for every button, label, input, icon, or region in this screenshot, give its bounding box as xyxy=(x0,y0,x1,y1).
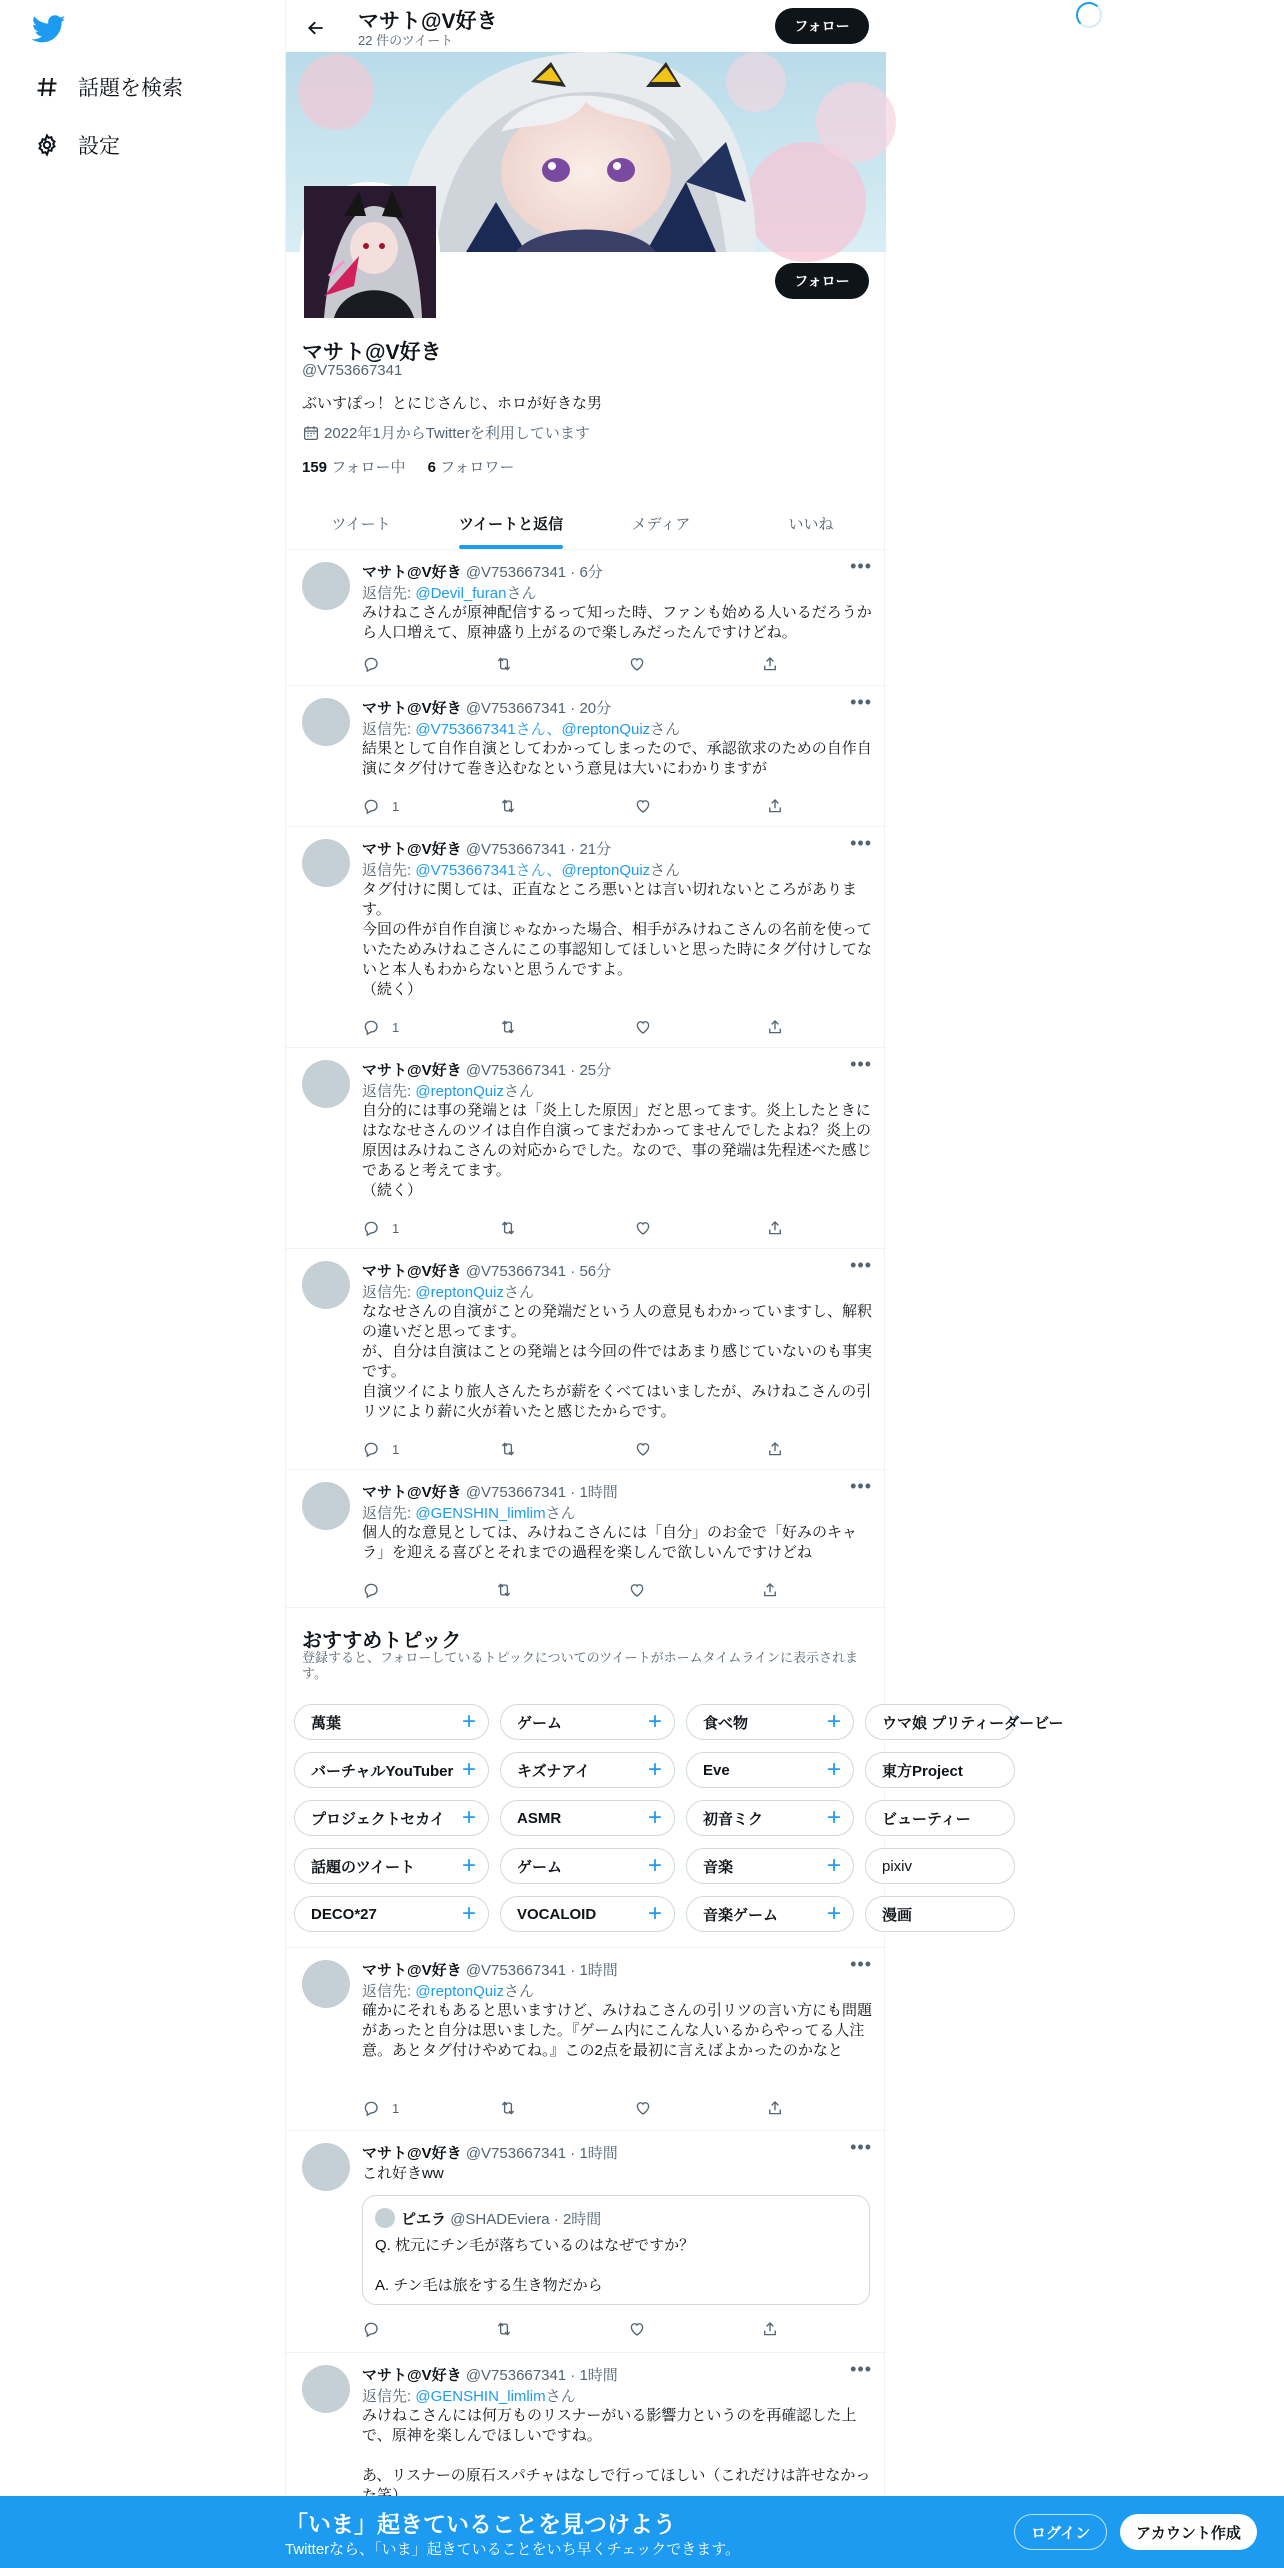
topic-chip[interactable] xyxy=(294,1704,489,1740)
avatar[interactable] xyxy=(302,1482,350,1530)
plus-icon[interactable]: + xyxy=(826,1900,841,1927)
topic-chip[interactable] xyxy=(500,1800,675,1836)
reply-icon xyxy=(362,1440,380,1458)
tweet-text: 個人的な意見としては、みけねこさんには「自分」のお金で「好みのキャラ」を迎える喜びとそれまでの過程を楽しんで欲しいんですけどね xyxy=(362,1524,858,1561)
reply-count: 1 xyxy=(392,1441,400,1457)
topic-chip[interactable] xyxy=(686,1848,854,1884)
topic-label: 漫画 xyxy=(882,1906,913,1924)
tweet[interactable] xyxy=(286,2131,886,2353)
retweet-button[interactable] xyxy=(499,1439,517,1459)
share-icon xyxy=(761,1581,779,1599)
share-button[interactable] xyxy=(766,1439,784,1459)
tweet-actions xyxy=(362,796,802,816)
topic-chip[interactable] xyxy=(294,1848,489,1884)
topic-chip[interactable] xyxy=(686,1704,854,1740)
heart-icon xyxy=(634,1219,652,1237)
reply-to-link[interactable]: @V753667341さん、@reptonQuiz xyxy=(415,721,651,738)
plus-icon[interactable]: + xyxy=(826,1756,841,1783)
share-button[interactable] xyxy=(761,654,779,674)
like-button[interactable] xyxy=(634,1218,652,1238)
heart-icon xyxy=(634,2099,652,2117)
heart-icon xyxy=(628,655,646,673)
share-icon xyxy=(766,797,784,815)
tweet-author-handle[interactable]: @V753667341 xyxy=(465,1062,567,1079)
topic-chip[interactable] xyxy=(686,1752,854,1788)
heart-icon xyxy=(634,1018,652,1036)
reply-to-link[interactable]: @GENSHIN_limlim xyxy=(415,1505,546,1522)
profile-name: マサト@V好き xyxy=(302,341,442,364)
reply-button[interactable] xyxy=(362,1218,399,1238)
retweet-icon xyxy=(495,655,513,673)
header-follow-button[interactable]: フォロー xyxy=(775,8,869,44)
nav-explore-label: 話題を検索 xyxy=(78,77,183,100)
profile-header-bar xyxy=(286,0,886,52)
twitter-logo-icon[interactable] xyxy=(32,12,66,46)
reply-icon xyxy=(362,797,380,815)
tweet-actions xyxy=(362,1580,802,1600)
retweet-button[interactable] xyxy=(499,1218,517,1238)
reply-prefix: 返信先: xyxy=(362,1505,416,1522)
tweet-time[interactable]: 56分 xyxy=(579,1263,612,1280)
reply-suffix: さん xyxy=(650,862,681,879)
topic-chip[interactable] xyxy=(294,1800,489,1836)
topic-label: バーチャルYouTuber xyxy=(311,1762,454,1780)
topic-label: ゲーム xyxy=(517,1858,563,1876)
topic-chip[interactable] xyxy=(294,1896,489,1932)
tweet-actions xyxy=(362,1218,802,1238)
profile-handle: @V753667341 xyxy=(302,362,403,379)
tweet-author-handle[interactable]: @V753667341 xyxy=(465,2145,567,2162)
like-button[interactable] xyxy=(628,654,646,674)
retweet-icon xyxy=(495,1581,513,1599)
like-button[interactable] xyxy=(628,1580,646,1600)
more-options-icon[interactable]: ••• xyxy=(850,1476,872,1496)
like-button[interactable] xyxy=(634,1017,652,1037)
share-icon xyxy=(766,2099,784,2117)
reply-to-link[interactable]: @GENSHIN_limlim xyxy=(415,2388,546,2405)
reply-suffix: さん xyxy=(650,721,681,738)
more-options-icon[interactable]: ••• xyxy=(850,556,872,576)
tweet-header: マサト@V好き @V753667341 · 1時間 xyxy=(362,2367,618,2384)
heart-icon xyxy=(628,2320,646,2338)
topics-description: 登録すると、フォローしているトピックについてのツイートがホームタイムラインに表示されます。 xyxy=(302,1650,859,1681)
avatar[interactable] xyxy=(302,1060,350,1108)
tweet-text: タグ付けに関しては、正直なところ悪いとは言い切れないところがあります。 今回の件が自作自演じゃなかった場合、相手がみけねこさんの名前を使っていたためみけねこさんにこの事認知してほしいと思った時にタグ付けしてないと本人もわからないと思うんですよ。 （続く） xyxy=(362,881,873,998)
profile-tabs xyxy=(286,497,886,550)
tweet-header: マサト@V好き @V753667341 · 20分 xyxy=(362,700,612,717)
reply-to-line xyxy=(362,2385,576,2406)
more-options-icon[interactable]: ••• xyxy=(850,2359,872,2379)
topic-label: VOCALOID xyxy=(517,1905,597,1923)
topic-label: 萬葉 xyxy=(311,1714,342,1732)
reply-to-link[interactable]: @reptonQuiz xyxy=(415,1284,504,1301)
signup-prompt-subtitle: Twitterなら、「いま」起きていることをいち早くチェックできます。 xyxy=(285,2541,741,2558)
tweet-author-name[interactable]: マサト@V好き xyxy=(362,1484,462,1501)
quoted-tweet[interactable] xyxy=(362,2195,870,2305)
tweet-header: マサト@V好き @V753667341 · 56分 xyxy=(362,1263,612,1280)
avatar xyxy=(375,2208,395,2228)
hashtag-icon xyxy=(30,70,64,104)
reply-icon xyxy=(362,1018,380,1036)
reply-button[interactable] xyxy=(362,2098,399,2118)
tweet-time[interactable]: 1時間 xyxy=(579,2367,618,2384)
reply-icon xyxy=(362,2320,380,2338)
tweet-author-name[interactable]: マサト@V好き xyxy=(362,1962,462,1979)
share-icon xyxy=(761,2320,779,2338)
profile-joined-text: 2022年1月からTwitterを利用しています xyxy=(324,425,590,442)
like-button[interactable] xyxy=(634,796,652,816)
heart-icon xyxy=(628,1581,646,1599)
reply-to-line xyxy=(362,1980,534,2001)
share-button[interactable] xyxy=(761,2319,779,2339)
reply-button[interactable] xyxy=(362,1017,399,1037)
retweet-button[interactable] xyxy=(495,654,513,674)
share-icon xyxy=(766,1440,784,1458)
reply-button[interactable] xyxy=(362,2319,392,2339)
topic-label: DECO*27 xyxy=(311,1905,377,1923)
quoted-tweet-time: 2時間 xyxy=(562,2211,602,2228)
tweet[interactable] xyxy=(286,686,886,827)
avatar[interactable] xyxy=(302,1261,350,1309)
reply-suffix: さん xyxy=(545,1505,576,1522)
like-button[interactable] xyxy=(634,1439,652,1459)
avatar[interactable] xyxy=(302,1960,350,2008)
retweet-icon xyxy=(499,1440,517,1458)
share-button[interactable] xyxy=(766,1218,784,1238)
plus-icon[interactable]: + xyxy=(647,1756,662,1783)
quoted-author-handle: @SHADEviera xyxy=(450,2211,550,2228)
reply-to-link[interactable]: @reptonQuiz xyxy=(415,1983,504,2000)
tweet-author-name[interactable]: マサト@V好き xyxy=(362,700,462,717)
reply-to-line xyxy=(362,718,680,739)
reply-suffix: さん xyxy=(506,585,537,602)
more-options-icon[interactable]: ••• xyxy=(850,1255,872,1275)
topic-label: ASMR xyxy=(517,1809,562,1827)
left-navigation xyxy=(0,0,285,200)
tweet-author-name[interactable]: マサト@V好き xyxy=(362,841,462,858)
reply-to-link[interactable]: @V753667341さん、@reptonQuiz xyxy=(415,862,651,879)
topic-label: pixiv xyxy=(882,1857,913,1875)
reply-icon xyxy=(362,1581,380,1599)
tweet-text: 確かにそれもあると思いますけど、みけねこさんの引リツの言い方にも問題があったと自分は思いました。『ゲーム内にこんな人いるからやってる人注意。あとタグ付けやめてね。』この2点を最初に言えばよかったのかなと xyxy=(362,2002,873,2059)
heart-icon xyxy=(634,797,652,815)
tweet-author-handle[interactable]: @V753667341 xyxy=(465,841,567,858)
quoted-author-name: ピエラ xyxy=(401,2211,447,2228)
nav-explore[interactable] xyxy=(30,63,183,111)
profile-bio: ぶいすぽっ！とにじさんじ、ホロが好きな男 xyxy=(302,395,603,412)
topics-title: おすすめトピック xyxy=(302,1630,462,1652)
retweet-icon xyxy=(499,797,517,815)
tweet[interactable] xyxy=(286,550,886,686)
like-button[interactable] xyxy=(634,2098,652,2118)
topic-label: ビューティー xyxy=(882,1810,971,1828)
reply-button[interactable] xyxy=(362,1439,399,1459)
tweet-actions xyxy=(362,2319,802,2339)
plus-icon[interactable]: + xyxy=(461,1756,476,1783)
tweet-author-handle[interactable]: @V753667341 xyxy=(465,1962,567,1979)
plus-icon[interactable]: + xyxy=(461,1804,476,1831)
retweet-button[interactable] xyxy=(499,2098,517,2118)
tweet-time[interactable]: 25分 xyxy=(579,1062,612,1079)
tweet-author-name[interactable]: マサト@V好き xyxy=(362,1263,462,1280)
reply-prefix: 返信先: xyxy=(362,1983,416,2000)
avatar[interactable] xyxy=(302,839,350,887)
reply-count: 1 xyxy=(392,1019,400,1035)
topic-label: プロジェクトセカイ xyxy=(311,1810,445,1828)
tab-tweets-and-replies[interactable]: ツイートと返信 xyxy=(436,497,586,549)
topic-chip[interactable] xyxy=(686,1896,854,1932)
reply-to-line xyxy=(362,582,536,603)
profile-avatar[interactable] xyxy=(300,182,440,322)
signup-button[interactable]: アカウント作成 xyxy=(1120,2514,1257,2550)
topic-chip[interactable] xyxy=(865,1704,1064,1740)
tweet-author-handle[interactable]: @V753667341 xyxy=(465,1263,567,1280)
topic-label: ゲーム xyxy=(517,1714,563,1732)
tweet-header: マサト@V好き @V753667341 · 21分 xyxy=(362,841,612,858)
topic-chip[interactable] xyxy=(500,1848,675,1884)
retweet-icon xyxy=(499,1018,517,1036)
retweet-icon xyxy=(499,1219,517,1237)
loading-spinner-icon xyxy=(1076,2,1102,28)
tweet-author-handle[interactable]: @V753667341 xyxy=(465,700,567,717)
header-profile-name: マサト@V好き xyxy=(358,10,498,33)
quoted-tweet-line: A. チン毛は旅をする生き物だから xyxy=(375,2277,603,2294)
plus-icon[interactable]: + xyxy=(647,1900,662,1927)
tab-likes[interactable]: いいね xyxy=(788,515,834,533)
plus-icon[interactable]: + xyxy=(647,1804,662,1831)
topic-chip[interactable] xyxy=(500,1752,675,1788)
topic-chip[interactable] xyxy=(686,1800,854,1836)
tweet[interactable] xyxy=(286,827,886,1048)
tweet[interactable] xyxy=(286,1470,886,1608)
topic-label: キズナアイ xyxy=(517,1762,591,1780)
plus-icon[interactable]: + xyxy=(826,1852,841,1879)
more-options-icon[interactable]: ••• xyxy=(850,692,872,712)
tweet-header: マサト@V好き @V753667341 · 6分 xyxy=(362,564,603,581)
following-label: フォロー中 xyxy=(331,459,406,476)
reply-to-line xyxy=(362,1502,576,1523)
avatar[interactable] xyxy=(302,562,350,610)
reply-count: 1 xyxy=(392,1220,400,1236)
tab-media[interactable]: メディア xyxy=(631,515,691,533)
like-button[interactable] xyxy=(628,2319,646,2339)
topic-chip[interactable] xyxy=(865,1752,1015,1788)
retweet-button[interactable] xyxy=(495,2319,513,2339)
reply-prefix: 返信先: xyxy=(362,585,416,602)
share-icon xyxy=(766,1219,784,1237)
reply-button[interactable] xyxy=(362,654,392,674)
tweet-author-name[interactable]: マサト@V好き xyxy=(362,2367,462,2384)
tweet-header: マサト@V好き @V753667341 · 1時間 xyxy=(362,1484,618,1501)
topic-chip[interactable] xyxy=(294,1752,489,1788)
tweet-author-handle[interactable]: @V753667341 xyxy=(465,564,567,581)
reply-count: 1 xyxy=(392,2100,400,2116)
following-link[interactable] xyxy=(302,459,405,476)
tweet-time[interactable]: 20分 xyxy=(579,700,612,717)
nav-settings-label: 設定 xyxy=(78,135,120,158)
topic-chip[interactable] xyxy=(865,1800,1015,1836)
avatar[interactable] xyxy=(302,2365,350,2413)
plus-icon[interactable]: + xyxy=(647,1708,662,1735)
reply-icon xyxy=(362,655,380,673)
profile-follow-button[interactable]: フォロー xyxy=(775,263,869,299)
tweet-actions xyxy=(362,2098,802,2118)
topic-label: Eve xyxy=(703,1761,730,1779)
more-options-icon[interactable]: ••• xyxy=(850,1054,872,1074)
tweet-actions xyxy=(362,1439,802,1459)
topic-label: 話題のツイート xyxy=(311,1858,415,1876)
more-options-icon[interactable]: ••• xyxy=(850,833,872,853)
reply-suffix: さん xyxy=(503,1083,534,1100)
tab-tweets[interactable]: ツイート xyxy=(331,515,391,533)
retweet-icon xyxy=(499,2099,517,2117)
back-arrow-icon[interactable] xyxy=(298,10,334,46)
more-options-icon[interactable]: ••• xyxy=(850,1954,872,1974)
tweet-actions xyxy=(362,654,802,674)
heart-icon xyxy=(634,1440,652,1458)
plus-icon[interactable]: + xyxy=(461,1852,476,1879)
login-button[interactable]: ログイン xyxy=(1014,2514,1107,2550)
tweet-header: マサト@V好き @V753667341 · 1時間 xyxy=(362,1962,618,1979)
reply-prefix: 返信先: xyxy=(362,862,416,879)
header-tweet-count: 22 件のツイート xyxy=(358,33,454,48)
topic-chip[interactable] xyxy=(865,1896,1015,1932)
tweet-author-name[interactable]: マサト@V好き xyxy=(362,564,462,581)
retweet-icon xyxy=(495,2320,513,2338)
topic-label: ウマ娘 プリティーダービー xyxy=(882,1714,1064,1732)
tweet-time[interactable]: 1時間 xyxy=(579,1962,618,1979)
topic-label: 食べ物 xyxy=(703,1714,749,1732)
followers-count: 6 xyxy=(427,459,436,476)
tweet-text: みけねこさんには何万ものリスナーがいる影響力というのを再確認した上で、原神を楽しんでほしいですね。 あ、リスナーの原石スパチャはなしで行ってほしい（これだけは許せなかっ xyxy=(362,2407,871,2484)
plus-icon[interactable]: + xyxy=(461,1900,476,1927)
tweet-time[interactable]: 6分 xyxy=(579,564,603,581)
reply-to-link[interactable]: @reptonQuiz xyxy=(415,1083,504,1100)
retweet-button[interactable] xyxy=(499,796,517,816)
tweet[interactable] xyxy=(286,1948,886,2131)
tweet-header: マサト@V好き @V753667341 · 25分 xyxy=(362,1062,612,1079)
tweet-text: みけねこさんが原神配信するって知った時、ファンも始める人いるだろうから人口増えて、原神盛り上がるので楽しみだったんですけどね。 xyxy=(362,604,872,641)
reply-to-line xyxy=(362,1281,534,1302)
reply-suffix: さん xyxy=(545,2388,576,2405)
topic-chip[interactable] xyxy=(500,1896,675,1932)
reply-to-line xyxy=(362,1080,534,1101)
reply-prefix: 返信先: xyxy=(362,2388,416,2405)
more-options-icon[interactable]: ••• xyxy=(850,2137,872,2157)
share-icon xyxy=(766,1018,784,1036)
gear-icon xyxy=(30,128,64,162)
share-button[interactable] xyxy=(761,1580,779,1600)
tweet-text: 結果として自作自演としてわかってしまったので、承認欲求のための自作自演にタグ付けて巻き込むなという意見は大いにわかりますが xyxy=(362,740,872,777)
share-button[interactable] xyxy=(766,1017,784,1037)
tweet-author-handle[interactable]: @V753667341 xyxy=(465,1484,567,1501)
share-button[interactable] xyxy=(766,796,784,816)
retweet-button[interactable] xyxy=(499,1017,517,1037)
signup-prompt-title: 「いま」起きていることを見つけよう xyxy=(285,2511,676,2537)
tweet-text: ななせさんの自演がことの発端だという人の意見もわかっていますし、解釈の違いだと思ってます。 が、自分は自演はことの発端とは今回の件ではあまり感じていないのも事実です。 自演ツイにより旅人さんたちが薪をくべてはいましたが、みけねこさんの引リツにより薪に火が着いたと感じたからです。 xyxy=(362,1303,873,1420)
topic-label: 東方Project xyxy=(882,1762,963,1780)
avatar[interactable] xyxy=(302,698,350,746)
tweet-author-name[interactable]: マサト@V好き xyxy=(362,2145,462,2162)
tweet-text: 自分的には事の発端とは「炎上した原因」だと思ってます。炎上したときにはななせさんのツイは自作自演ってまだわかってませんでしたよね？炎上の原因はみけねこさんの対応からでした。なので、事の発端は先程述べた感じであると考えてます。 （続く） xyxy=(362,1102,872,1199)
tweet-header: マサト@V好き @V753667341 · 1時間 xyxy=(362,2145,618,2162)
topic-label: 音楽 xyxy=(703,1858,734,1876)
plus-icon[interactable]: + xyxy=(826,1804,841,1831)
tweet[interactable] xyxy=(286,1249,886,1470)
reply-prefix: 返信先: xyxy=(362,1083,416,1100)
reply-to-link[interactable]: @Devil_furan xyxy=(415,585,507,602)
tweet-text: これ好きww xyxy=(362,2165,444,2182)
reply-count: 1 xyxy=(392,798,400,814)
avatar[interactable] xyxy=(302,2143,350,2191)
reply-button[interactable] xyxy=(362,1580,392,1600)
profile-joined xyxy=(302,422,590,443)
followers-label: フォロワー xyxy=(440,459,515,476)
topic-chip[interactable] xyxy=(865,1848,1015,1884)
tweet-time[interactable]: 1時間 xyxy=(579,2145,618,2162)
share-icon xyxy=(761,655,779,673)
topic-chip[interactable] xyxy=(500,1704,675,1740)
plus-icon[interactable]: + xyxy=(461,1708,476,1735)
profile-stats xyxy=(302,456,514,477)
tweet[interactable] xyxy=(286,1048,886,1249)
tweet-author-handle[interactable]: @V753667341 xyxy=(465,2367,567,2384)
tweet-time[interactable]: 21分 xyxy=(579,841,612,858)
tweet-author-name[interactable]: マサト@V好き xyxy=(362,1062,462,1079)
plus-icon[interactable]: + xyxy=(647,1852,662,1879)
following-count: 159 xyxy=(302,459,328,476)
tweet-time[interactable]: 1時間 xyxy=(579,1484,618,1501)
reply-icon xyxy=(362,1219,380,1237)
topic-label: 音楽ゲーム xyxy=(703,1906,779,1924)
reply-prefix: 返信先: xyxy=(362,1284,416,1301)
reply-to-line xyxy=(362,859,680,880)
reply-suffix: さん xyxy=(503,1983,534,2000)
topic-label: 初音ミク xyxy=(703,1810,764,1828)
share-button[interactable] xyxy=(766,2098,784,2118)
followers-link[interactable] xyxy=(428,459,515,476)
retweet-button[interactable] xyxy=(495,1580,513,1600)
signup-prompt-bar xyxy=(0,2496,1284,2568)
reply-button[interactable] xyxy=(362,796,399,816)
quoted-tweet-line: Q. 枕元にチン毛が落ちているのはなぜですか？ xyxy=(375,2237,695,2254)
recommended-topics xyxy=(286,1608,1064,1948)
reply-prefix: 返信先: xyxy=(362,721,416,738)
reply-icon xyxy=(362,2099,380,2117)
plus-icon[interactable]: + xyxy=(826,1708,841,1735)
reply-suffix: さん xyxy=(503,1284,534,1301)
tweet-actions xyxy=(362,1017,802,1037)
calendar-icon xyxy=(302,424,320,442)
quoted-tweet-header: ピエラ @SHADEviera · 2時間 xyxy=(401,2211,602,2228)
nav-settings[interactable] xyxy=(30,121,120,169)
